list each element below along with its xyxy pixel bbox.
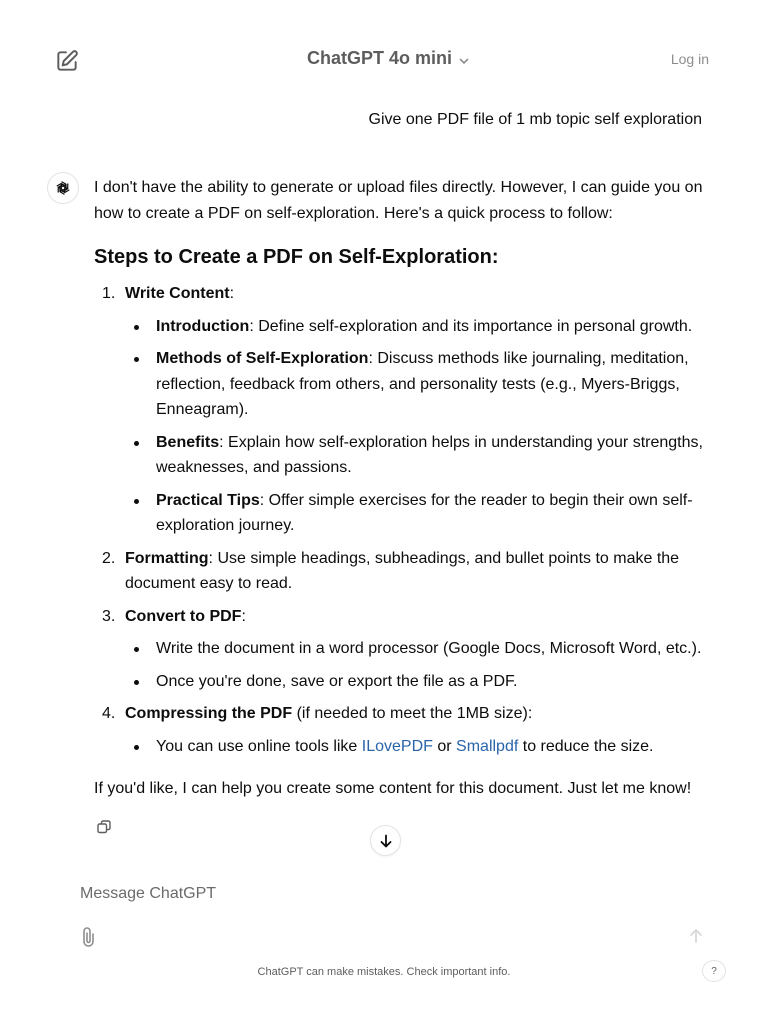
step-title: Compressing the PDF	[125, 705, 293, 722]
steps-heading: Steps to Create a PDF on Self-Exploration:	[94, 246, 499, 268]
tip-text-after: to reduce the size.	[518, 737, 654, 755]
sub-item	[125, 314, 716, 340]
new-chat-icon[interactable]	[54, 48, 80, 74]
top-bar	[0, 0, 768, 100]
sub-item-title: Benefits	[156, 433, 220, 451]
step-title: Write Content	[125, 285, 230, 302]
sub-list	[125, 636, 716, 694]
message-composer	[64, 868, 720, 960]
help-button[interactable]: ?	[702, 960, 726, 982]
copy-icon[interactable]	[95, 818, 113, 836]
sub-item-text: : Offer simple exercises for the reader to begin their own self-exploration journey.	[156, 491, 693, 534]
login-button[interactable]: Log in	[670, 51, 709, 67]
openai-logo-icon	[54, 179, 72, 197]
arrow-down-icon	[378, 833, 394, 849]
sub-item-text: : Explain how self-exploration helps in understanding your strengths, weaknesses, and passions.	[156, 433, 703, 476]
step-number: 3.	[102, 607, 116, 625]
step-number: 2.	[102, 549, 116, 567]
step-item	[94, 546, 716, 597]
step-item	[94, 604, 716, 695]
sub-list	[125, 734, 716, 760]
sub-item-title: Methods of Self-Exploration	[156, 350, 369, 367]
assistant-outro: If you'd like, I can help you create some content for this document. Just let me know!	[94, 780, 692, 797]
steps-list	[94, 281, 716, 759]
scroll-to-bottom-button[interactable]	[370, 825, 401, 856]
step-number: 1.	[102, 285, 116, 302]
step-item	[94, 701, 716, 759]
message-input[interactable]	[80, 882, 660, 906]
sub-item	[125, 488, 716, 539]
sub-item-text: : Define self-exploration and its importance in personal growth.	[249, 317, 693, 335]
assistant-avatar	[47, 172, 79, 204]
sub-item: Write the document in a word processor (Google Docs, Microsoft Word, etc.).	[125, 636, 716, 662]
paperclip-icon[interactable]	[80, 925, 98, 947]
assistant-intro: I don't have the ability to generate or upload files directly. However, I can guide you on how to create a PDF on self-exploration. Here's a quick process to follow:	[94, 179, 703, 222]
assistant-message	[94, 175, 716, 766]
sub-item: Once you're done, save or export the file as a PDF.	[125, 669, 716, 695]
sub-item	[125, 734, 716, 760]
step-text: :	[241, 607, 246, 625]
step-item	[94, 281, 716, 539]
smallpdf-link[interactable]: Smallpdf	[456, 737, 519, 755]
model-name: ChatGPT 4o mini	[307, 48, 453, 68]
sub-list	[125, 314, 716, 539]
sub-item-title: Practical Tips	[156, 491, 260, 509]
send-arrow-icon[interactable]	[686, 926, 706, 946]
sub-item	[125, 430, 716, 481]
step-text: :	[229, 285, 235, 302]
tip-text-before: You can use online tools like	[156, 737, 362, 755]
step-text: (if needed to meet the 1MB size):	[292, 705, 533, 722]
step-title: Formatting	[125, 549, 209, 567]
step-text: : Use simple headings, subheadings, and bullet points to make the document easy to read.	[125, 549, 680, 592]
step-title: Convert to PDF	[125, 607, 242, 625]
model-selector[interactable]	[307, 48, 470, 69]
sub-item-text: : Discuss methods like journaling, meditation, reflection, feedback from others, and personality tests (e.g., Myers-Briggs, Enneagram).	[156, 350, 689, 418]
sub-item-title: Introduction	[156, 317, 250, 335]
disclaimer-text: ChatGPT can make mistakes. Check important info.	[257, 966, 511, 978]
sub-item	[125, 346, 716, 423]
tip-text-middle: or	[432, 737, 457, 755]
chevron-down-icon	[458, 55, 470, 67]
user-message: Give one PDF file of 1 mb topic self exploration	[368, 111, 702, 128]
ilovepdf-link[interactable]: ILovePDF	[361, 737, 433, 755]
step-number: 4.	[102, 705, 116, 722]
